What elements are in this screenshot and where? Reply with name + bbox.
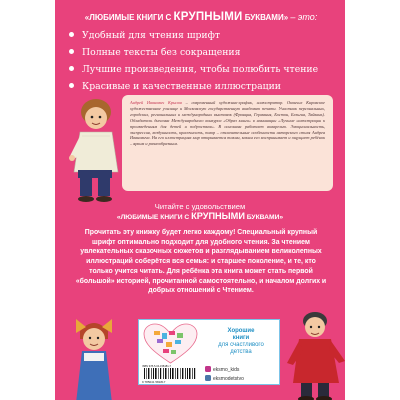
bullet-item: [69, 30, 339, 41]
bullet-dot-icon: [69, 49, 74, 54]
bullet-dot-icon: [69, 66, 74, 71]
isbn-text: ISBN 978-5-04-158181-7: [142, 365, 171, 368]
slogan-line: детства: [230, 349, 252, 355]
header2-big-word: КРУПНЫМИ: [191, 211, 245, 221]
publisher-panel: [138, 319, 280, 385]
bullet-item: [69, 64, 339, 75]
book-description: Прочитать эту книжку будет легко каждому! Специальный крупный шрифт оптимально подходит для удобного чтения. За чтением увлекательных сказочных сюжетов и разглядыванием великолепных иллюстраций соберётся вся семья: и старшее поколение, и те, кто только учится читать. Для ребёнка эта книга может стать первой «большой» историей, прочитанной самостоятельно, и началом долгих и добрых отношений с Чтением.: [75, 229, 327, 295]
slogan-line: Хорошие: [227, 328, 255, 334]
girl-with-bow-illustration: [70, 313, 118, 400]
series-header-secondary: [55, 211, 345, 223]
boy-illustration: [60, 92, 130, 204]
instagram-icon: [205, 366, 211, 372]
social-handle: eksmo_kids: [213, 367, 240, 373]
bullet-item: [69, 81, 339, 92]
social-link-vk[interactable]: [205, 375, 244, 382]
close-quote: »: [283, 13, 291, 22]
header2-part1: ЛЮБИМЫЕ КНИГИ С: [120, 214, 192, 221]
bullet-text: Удобный для чтения шрифт: [82, 30, 221, 41]
header-part1: ЛЮБИМЫЕ КНИГИ С: [89, 13, 174, 22]
slogan-line: книги: [232, 335, 250, 341]
author-name: Андрей Иванович Крылов: [130, 100, 182, 105]
social-link-instagram[interactable]: [205, 366, 239, 373]
publisher-slogan: [203, 328, 279, 356]
read-with-pleasure: Читайте с удовольствием: [154, 202, 246, 211]
open-quote: «: [116, 214, 121, 221]
author-bio: – современный художник-график, иллюстратор. Окончил Кировское художественное училище и Московскую государственную академию печати. Участник персональных, городских, региональных и международных выставок (Франция, Германия, Бостон, Бельгия, Тайвань). Обладатель диплома Международного конкурса «Образ книги» в номинации «Лучшие иллюстрации к произведениям для детей и подростков». В основном работает акварелью. Эмоциональность, экспрессия, воздушность, красочность, юмор – отличительные особенности авторского стиля Андрея Ивановича. На его иллюстрациях мир открывается таким, каким его воспринимает и ощущает ребёнок – ярким и разнообразным.: [130, 100, 325, 147]
slogan-line: для счастливого: [218, 342, 264, 348]
header-big-word: КРУПНЫМИ: [173, 11, 243, 23]
bullet-dot-icon: [69, 83, 74, 88]
boy-in-red-coat-illustration: [285, 307, 345, 400]
open-quote: «: [84, 13, 90, 22]
bullet-text: Красивые и качественные иллюстрации: [82, 81, 281, 92]
heart-of-books-icon: [142, 323, 199, 365]
barcode-digits: 9 785041 581817: [142, 380, 166, 384]
social-handle: eksmodetstvo: [213, 376, 244, 382]
book-back-cover: [55, 0, 345, 400]
header-suffix: – это:: [290, 12, 318, 22]
header-part2: БУКВАМИ: [242, 13, 284, 22]
close-quote: »: [279, 214, 284, 221]
vk-icon: [205, 375, 211, 381]
author-bio-box: [122, 95, 333, 191]
header2-part2: БУКВАМИ: [244, 214, 280, 221]
bullet-text: Лучшие произведения, чтобы полюбить чтение: [82, 64, 319, 75]
bullet-dot-icon: [69, 32, 74, 37]
bullet-text: Полные тексты без сокращения: [82, 47, 241, 58]
series-header: [65, 11, 337, 24]
bullet-item: [69, 47, 339, 58]
